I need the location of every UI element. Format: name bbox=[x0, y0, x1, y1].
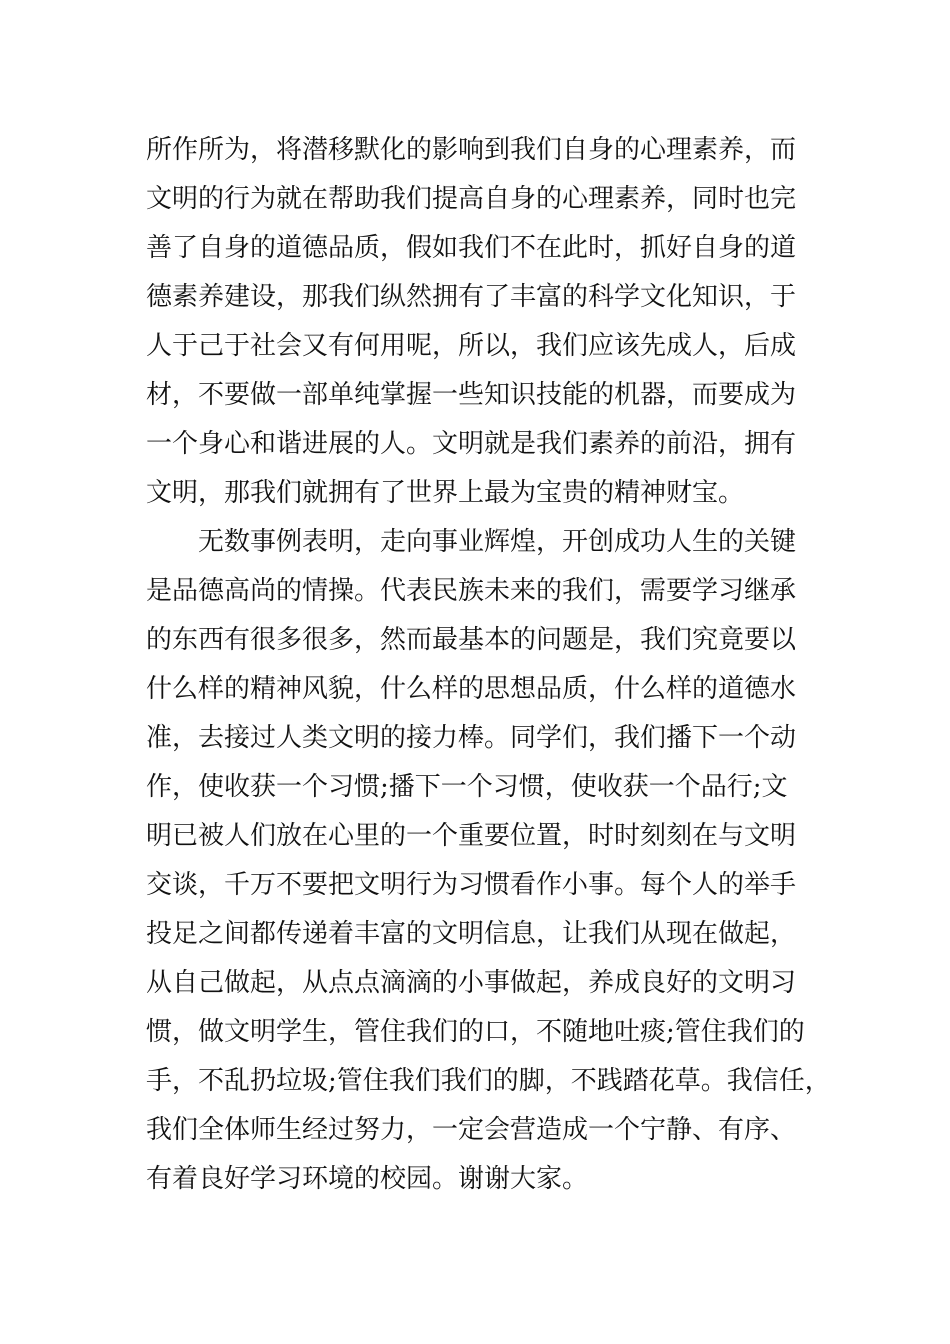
paragraph-1-line-6: 材，不要做一部单纯掌握一些知识技能的机器，而要成为 bbox=[146, 380, 797, 410]
paragraph-1-line-2: 文明的行为就在帮助我们提高自身的心理素养，同时也完 bbox=[146, 184, 797, 214]
paragraph-2-line-13: 我们全体师生经过努力，一定会营造成一个宁静、有序、 bbox=[146, 1115, 797, 1145]
paragraph-1-line-5: 人于己于社会又有何用呢，所以，我们应该先成人，后成 bbox=[146, 331, 797, 361]
paragraph-2-line-9: 投足之间都传递着丰富的文明信息，让我们从现在做起， bbox=[146, 919, 797, 949]
paragraph-2-line-4: 什么样的精神风貌，什么样的思想品质，什么样的道德水 bbox=[146, 674, 797, 704]
paragraph-2-line-11: 惯，做文明学生，管住我们的口，不随地吐痰;管住我们的 bbox=[146, 1017, 805, 1047]
paragraph-1-line-1: 所作所为，将潜移默化的影响到我们自身的心理素养，而 bbox=[146, 135, 797, 165]
paragraph-2-line-6: 作，使收获一个习惯;播下一个习惯，使收获一个品行;文 bbox=[146, 772, 788, 802]
paragraph-2-line-8: 交谈，千万不要把文明行为习惯看作小事。每个人的举手 bbox=[146, 870, 797, 900]
paragraph-2-line-3: 的东西有很多很多，然而最基本的问题是，我们究竟要以 bbox=[146, 625, 797, 655]
paragraph-2-line-12: 手，不乱扔垃圾;管住我们我们的脚，不践踏花草。我信任， bbox=[146, 1066, 831, 1096]
paragraph-1-line-7: 一个身心和谐进展的人。文明就是我们素养的前沿，拥有 bbox=[146, 429, 797, 459]
document-body bbox=[146, 126, 836, 1204]
paragraph-1-line-3: 善了自身的道德品质，假如我们不在此时，抓好自身的道 bbox=[146, 233, 797, 263]
paragraph-1-line-8: 文明，那我们就拥有了世界上最为宝贵的精神财宝。 bbox=[146, 478, 745, 508]
paragraph-2-line-7: 明已被人们放在心里的一个重要位置，时时刻刻在与文明 bbox=[146, 821, 797, 851]
paragraph-2-line-5: 准，去接过人类文明的接力棒。同学们，我们播下一个动 bbox=[146, 723, 797, 753]
paragraph-1-line-4: 德素养建设，那我们纵然拥有了丰富的科学文化知识，于 bbox=[146, 282, 797, 312]
paragraph-2-line-14: 有着良好学习环境的校园。谢谢大家。 bbox=[146, 1164, 589, 1194]
paragraph-2-line-2: 是品德高尚的情操。代表民族未来的我们，需要学习继承 bbox=[146, 576, 797, 606]
paragraph-2-line-10: 从自己做起，从点点滴滴的小事做起，养成良好的文明习 bbox=[146, 968, 797, 998]
paragraph-2-line-1: 无数事例表明，走向事业辉煌，开创成功人生的关键 bbox=[198, 527, 797, 557]
